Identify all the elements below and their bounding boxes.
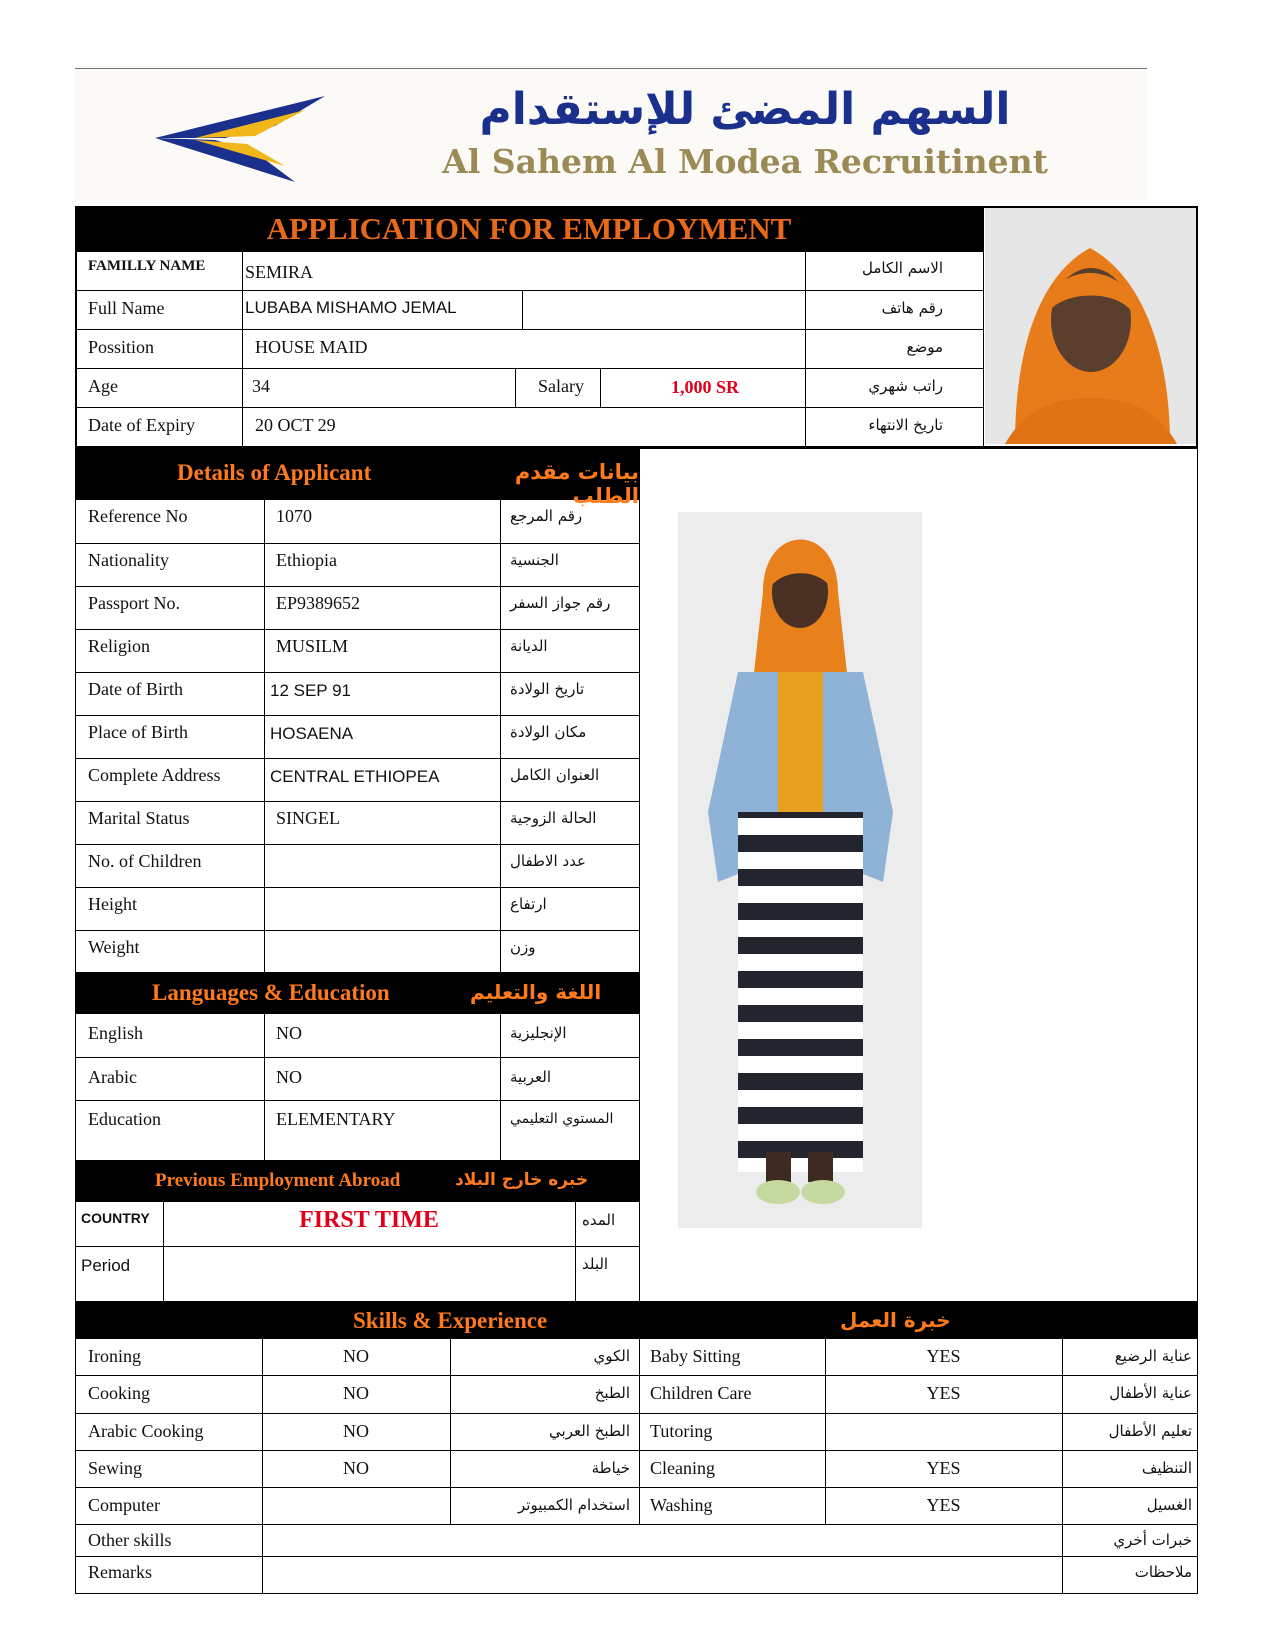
marital-value: SINGEL (276, 808, 340, 828)
skill-ironing-value: NO (343, 1346, 369, 1366)
other-skills-label: Other skills (88, 1530, 172, 1550)
marital-ar: الحالة الزوجية (510, 809, 597, 827)
skill-washing-label: Washing (650, 1495, 713, 1515)
nationality-ar: الجنسية (510, 551, 559, 569)
skill-cleaning-label: Cleaning (650, 1458, 715, 1478)
full-name-value: LUBABA MISHAMO JEMAL (245, 298, 457, 317)
expiry-ar: تاريخ الانتهاء (868, 416, 943, 434)
skill-computer-ar: استخدام الكمبيوتر (518, 1496, 630, 1514)
full-body-photo (678, 512, 922, 1228)
expiry-label: Date of Expiry (88, 415, 195, 435)
marital-label: Marital Status (88, 808, 190, 828)
skills-title-ar: خبرة العمل (840, 1308, 951, 1332)
weight-ar: وزن (510, 938, 536, 956)
logo-english: Al Sahem Al Modea Recruitinent (442, 142, 1048, 181)
nationality-label: Nationality (88, 550, 169, 570)
application-title: APPLICATION FOR EMPLOYMENT (75, 206, 983, 252)
other-skills-ar: خبرات أخري (1113, 1531, 1192, 1549)
english-value: NO (276, 1023, 302, 1043)
skill-arabiccooking-value: NO (343, 1421, 369, 1441)
salary-value: 1,000 SR (670, 377, 739, 397)
arabic-ar: العربية (510, 1068, 551, 1086)
skill-ironing-ar: الكوي (593, 1347, 630, 1365)
previous-title-en: Previous Employment Abroad (155, 1170, 401, 1191)
skill-childrencare-ar: عناية الأطفال (1109, 1384, 1192, 1402)
arabic-label: Arabic (88, 1067, 137, 1087)
reference-label: Reference No (88, 506, 188, 526)
weight-label: Weight (88, 937, 140, 957)
education-value: ELEMENTARY (276, 1109, 396, 1129)
logo-arabic: السهم المضئ للإستقدام (479, 84, 1011, 135)
dob-label: Date of Birth (88, 679, 183, 699)
salary-ar: راتب شهري (868, 377, 943, 395)
position-ar: موضع (906, 338, 943, 356)
pob-value: HOSAENA (270, 724, 354, 743)
education-label: Education (88, 1109, 161, 1129)
logo-arrow-icon (155, 86, 375, 186)
pob-label: Place of Birth (88, 722, 188, 742)
languages-header (75, 972, 639, 1014)
address-ar: العنوان الكامل (510, 766, 600, 784)
skill-computer-label: Computer (88, 1495, 160, 1515)
height-label: Height (88, 894, 137, 914)
country-ar: المده (582, 1211, 616, 1229)
country-value: FIRST TIME (299, 1207, 439, 1233)
family-name-label: FAMILLY NAME (88, 258, 206, 274)
skill-babysitting-ar: عناية الرضيع (1114, 1347, 1192, 1365)
address-value: CENTRAL ETHIOPEA (270, 767, 440, 786)
religion-value: MUSILM (276, 636, 349, 656)
position-label: Possition (88, 337, 155, 357)
skill-ironing-label: Ironing (88, 1346, 141, 1366)
full-name-label: Full Name (88, 298, 165, 318)
age-label: Age (88, 376, 118, 396)
dob-ar: تاريخ الولادة (510, 680, 585, 698)
skill-childrencare-label: Children Care (650, 1383, 752, 1403)
arabic-value: NO (276, 1067, 302, 1087)
skill-cleaning-value: YES (926, 1458, 961, 1478)
passport-ar: رقم جواز السفر (510, 594, 611, 612)
languages-title-en: Languages & Education (152, 980, 390, 1005)
children-label: No. of Children (88, 851, 202, 871)
skill-childrencare-value: YES (926, 1383, 961, 1403)
portrait-photo (985, 208, 1196, 444)
skill-cooking-label: Cooking (88, 1383, 151, 1403)
skills-header (75, 1302, 1198, 1338)
religion-ar: الديانة (510, 637, 548, 655)
phone-ar: رقم هاتف (881, 299, 943, 317)
skill-sewing-value: NO (343, 1458, 369, 1478)
skill-cooking-ar: الطبخ (594, 1384, 630, 1402)
dob-value: 12 SEP 91 (270, 681, 351, 700)
nationality-value: Ethiopia (276, 550, 337, 570)
skill-tutoring-ar: تعليم الأطفال (1108, 1422, 1192, 1440)
skills-title-en: Skills & Experience (353, 1308, 548, 1333)
skill-cleaning-ar: التنظيف (1141, 1459, 1192, 1477)
skill-sewing-label: Sewing (88, 1458, 142, 1478)
skill-washing-value: YES (926, 1495, 961, 1515)
previous-header (75, 1160, 639, 1202)
skill-arabiccooking-label: Arabic Cooking (88, 1421, 204, 1441)
skill-tutoring-label: Tutoring (650, 1421, 713, 1441)
remarks-ar: ملاحظات (1134, 1563, 1192, 1581)
skill-babysitting-label: Baby Sitting (650, 1346, 741, 1366)
logo-banner (75, 66, 1147, 200)
reference-ar: رقم المرجع (510, 507, 583, 525)
details-header (75, 448, 639, 508)
passport-label: Passport No. (88, 593, 181, 613)
height-ar: ارتفاع (510, 895, 547, 913)
passport-value: EP9389652 (276, 593, 361, 613)
pob-ar: مكان الولادة (510, 723, 587, 741)
expiry-value: 20 OCT 29 (255, 415, 336, 435)
period-label: Period (81, 1256, 131, 1275)
languages-title-ar: اللغة والتعليم (470, 980, 602, 1004)
english-label: English (88, 1023, 144, 1043)
education-ar: المستوي التعليمي (510, 1111, 614, 1127)
remarks-label: Remarks (88, 1562, 152, 1582)
skill-cooking-value: NO (343, 1383, 369, 1403)
country-label: COUNTRY (81, 1210, 150, 1226)
skill-arabiccooking-ar: الطبخ العربي (549, 1422, 630, 1440)
family-name-ar: الاسم الكامل (861, 259, 943, 277)
religion-label: Religion (88, 636, 150, 656)
skill-sewing-ar: خياطة (591, 1459, 630, 1477)
previous-title-ar: خبره خارج البلاد (455, 1170, 589, 1190)
details-title-ar: بيانات مقدم الطلب (514, 460, 639, 508)
skill-washing-ar: الغسيل (1146, 1496, 1192, 1514)
english-ar: الإنجليزية (510, 1024, 567, 1042)
details-title-en: Details of Applicant (177, 460, 372, 485)
family-name-value: SEMIRA (245, 262, 314, 282)
children-ar: عدد الاطفال (510, 852, 586, 870)
address-label: Complete Address (88, 765, 221, 785)
position-value: HOUSE MAID (255, 337, 368, 357)
period-ar: البلد (582, 1255, 609, 1273)
salary-label: Salary (538, 376, 584, 396)
reference-value: 1070 (276, 506, 312, 526)
age-value: 34 (252, 376, 270, 396)
skill-babysitting-value: YES (926, 1346, 961, 1366)
